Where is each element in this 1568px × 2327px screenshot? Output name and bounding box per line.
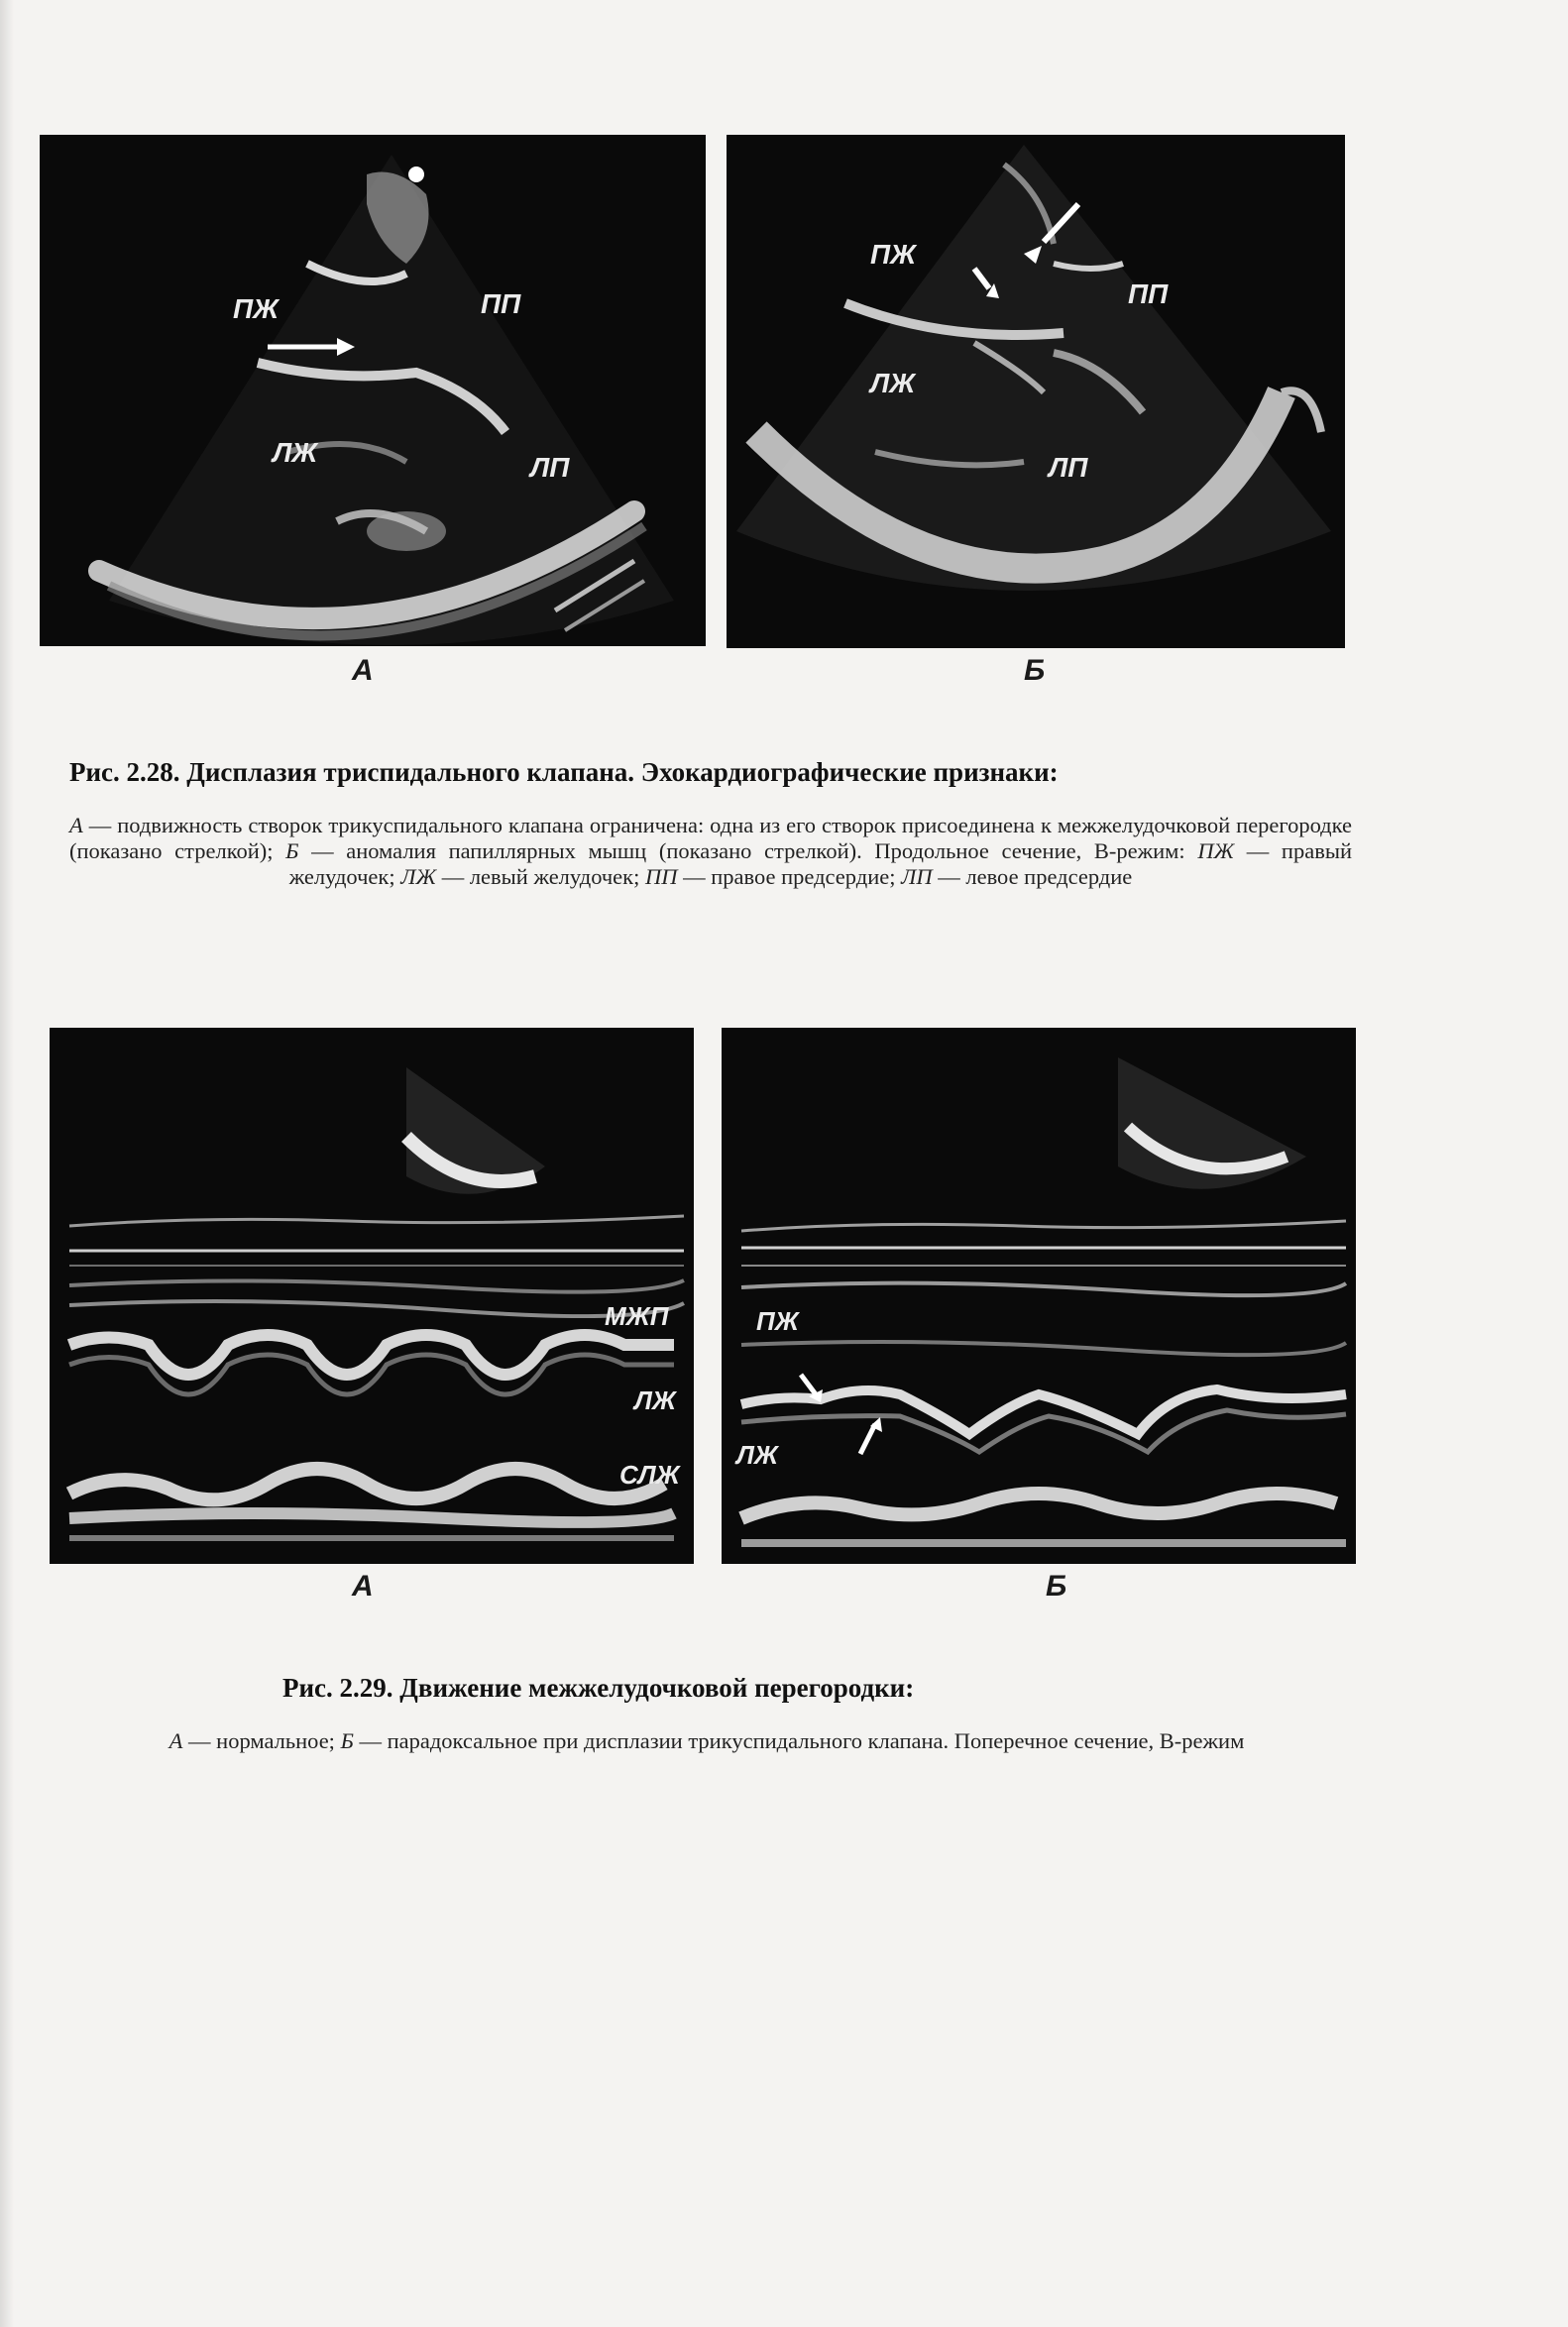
label-lv: ЛЖ <box>736 1440 778 1470</box>
caption-letter-a: А <box>168 1728 183 1753</box>
caption-text-a: — подвижность створок трикуспидального клапана ограничена: одна из его створок присоединена к межжелудочковой перегородке (показано стрелкой); <box>69 813 1352 863</box>
label-la: ЛП <box>1049 452 1088 483</box>
fig-2-28-panel-a-letter: А <box>352 654 374 687</box>
fig-2-28-caption-body <box>69 813 1352 890</box>
label-la: ЛП <box>530 452 570 483</box>
abbr-la: ЛП <box>901 864 933 889</box>
caption-letter-b: Б <box>340 1728 354 1753</box>
fig-2-28-panel-a-echo-image <box>40 135 706 646</box>
abbr-ra: ПП <box>644 864 678 889</box>
label-lvpw: СЛЖ <box>619 1460 680 1490</box>
caption-text-b: — аномалия папиллярных мышц (показано стрелкой). Продольное сечение, В-режим: <box>298 838 1198 863</box>
fig-2-28-caption-title: Рис. 2.28. Дисплазия триспидального клапана. Эхокардиографические признаки: <box>69 757 1059 787</box>
label-lv: ЛЖ <box>273 437 318 468</box>
label-lv: ЛЖ <box>870 368 916 398</box>
fig-2-28-panel-b-echo-image <box>727 135 1345 648</box>
caption-text-b: — парадоксальное при дисплазии трикуспидального клапана. Поперечное сечение, В-режим <box>353 1728 1245 1753</box>
label-rv: ПЖ <box>233 293 280 324</box>
caption-letter-b: Б <box>285 838 299 863</box>
fig-2-29-panel-a-mmode-image <box>50 1028 694 1564</box>
fig-2-29-caption-body <box>40 1728 1374 1754</box>
fig-2-29-panel-b-mmode-image <box>722 1028 1356 1564</box>
fig-2-28-panel-b-letter: Б <box>1024 654 1046 687</box>
label-ivs: МЖП <box>605 1301 669 1331</box>
scan-edge-shade <box>0 0 14 2327</box>
label-lv: ЛЖ <box>634 1385 676 1415</box>
def-la: — левое предсердие <box>932 864 1133 889</box>
label-rv: ПЖ <box>870 239 917 270</box>
label-ra: ПП <box>481 288 521 319</box>
fig-2-29-panel-a-letter: А <box>352 1570 374 1603</box>
def-ra: — правое предсердие; <box>677 864 902 889</box>
def-rv: — правый желудочек; <box>288 838 1352 889</box>
fig-2-29-caption-title: Рис. 2.29. Движение межжелудочковой перегородки: <box>282 1673 915 1703</box>
fig-2-29-panel-b-letter: Б <box>1046 1570 1067 1603</box>
def-lv: — левый желудочек; <box>436 864 645 889</box>
abbr-lv: ЛЖ <box>400 864 437 889</box>
label-rv: ПЖ <box>756 1306 799 1336</box>
caption-text-a: — нормальное; <box>182 1728 341 1753</box>
abbr-rv: ПЖ <box>1197 838 1235 863</box>
label-ra: ПП <box>1128 278 1169 309</box>
caption-letter-a: А <box>69 813 83 837</box>
